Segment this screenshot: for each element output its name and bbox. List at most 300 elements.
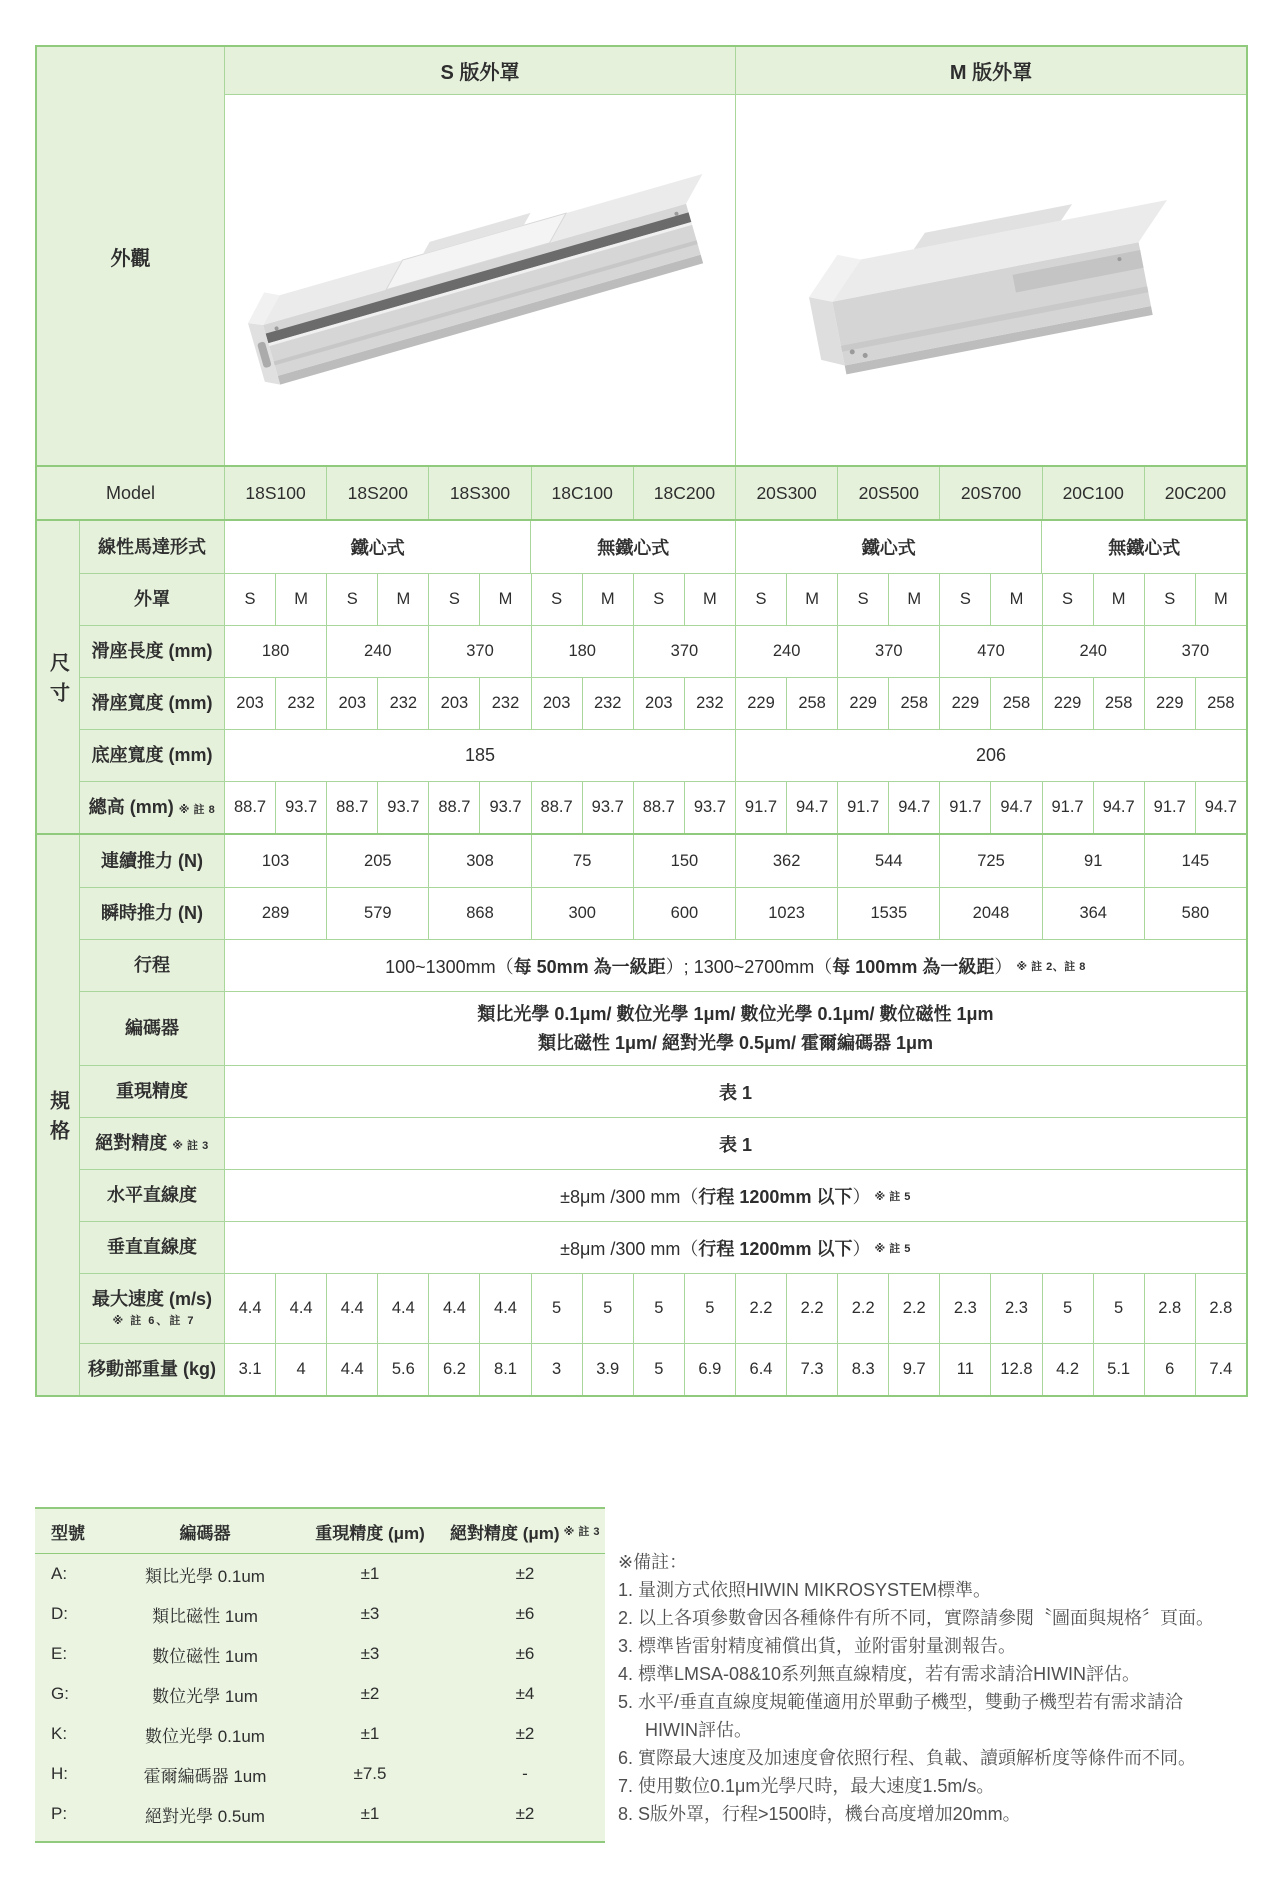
spec-cell: 203 (633, 678, 684, 729)
note-item (618, 1688, 1273, 1744)
spec-cell: 6.2 (428, 1344, 479, 1395)
note-line: 7. 使用數位0.1μm光學尺時，最大速度1.5m/s。 (618, 1776, 995, 1796)
model-cell: 20C100 (1042, 467, 1144, 519)
spec-cell: 258 (990, 678, 1041, 729)
absolute-accuracy-value: ±6 (515, 1604, 535, 1623)
spec-table (35, 45, 1248, 1397)
row-label-absolute_accuracy (79, 1118, 225, 1169)
spec-cell: 229 (1042, 678, 1093, 729)
row-label-text-wrap (107, 1185, 197, 1206)
row-label-slider_width (79, 678, 225, 729)
note-item (618, 1800, 1273, 1828)
spec-cell: M (990, 574, 1041, 625)
spec-cell: M (479, 574, 530, 625)
spec-cell: 3.9 (582, 1344, 633, 1395)
encoder-table-row (35, 1714, 605, 1754)
encoder-line: 類比光學 0.1μm/ 數位光學 1μm/ 數位光學 0.1μm/ 數位磁性 1μm (477, 1003, 994, 1024)
spec-cell: 93.7 (684, 782, 735, 833)
spec-cell: 5 (684, 1274, 735, 1343)
spec-cell: 240 (1042, 626, 1144, 677)
note-line: 6. 實際最大速度及加速度會依照行程、負載、讀頭解析度等條件而不同。 (618, 1748, 1197, 1768)
spec-cell: 88.7 (326, 782, 377, 833)
encoder-code: G: (51, 1684, 69, 1703)
spec-cell: 無鐵心式 (1041, 521, 1246, 573)
row-label-text-wrap (92, 693, 213, 714)
row-label-total_height (79, 782, 225, 833)
spec-cell: 580 (1144, 888, 1246, 939)
spec-cell: 4.4 (326, 1274, 377, 1343)
row-label-note: ※ 註 3 (172, 1140, 209, 1153)
spec-cell: 103 (225, 835, 326, 887)
encoder-name: 類比磁性 1um (152, 1606, 258, 1626)
note-line: 2. 以上各項參數會因各種條件有所不同，實際請參閱〝圖面與規格〞頁面。 (618, 1608, 1215, 1628)
group-label-specifications: 規格 (37, 835, 79, 1395)
spec-cell (225, 992, 1246, 1065)
row-label-subnote: ※ 註 6、註 7 (112, 1315, 196, 1328)
spec-cell: 370 (1144, 626, 1246, 677)
m-cover-column (735, 47, 1246, 465)
encoder-table-header: 重現精度 (μm) (315, 1523, 425, 1543)
model-cell: 18S100 (245, 482, 306, 503)
note-item (618, 1744, 1273, 1772)
encoder-code: P: (51, 1804, 68, 1823)
row-label-slider_length (79, 626, 225, 677)
linear-stage-s-illustration (239, 112, 721, 448)
row-label-text-wrap (116, 1081, 188, 1102)
spec-cell: 180 (531, 626, 633, 677)
row-absolute_accuracy (79, 1117, 1246, 1169)
spec-cell: 232 (479, 678, 530, 729)
row-label-text: 移動部重量 (kg) (88, 1359, 216, 1380)
encoder-code: D: (51, 1604, 68, 1623)
spec-cell: 表 1 (225, 1118, 1246, 1169)
encoder-name: 類比光學 0.1um (145, 1566, 265, 1586)
row-peak_force (79, 887, 1246, 939)
spec-cell: 11 (939, 1344, 990, 1395)
appearance-label: 外觀 (37, 47, 225, 465)
spec-cell: 868 (428, 888, 530, 939)
note-line: 5. 水平/垂直直線度規範僅適用於單動子機型，雙動子機型若有需求請洽 (618, 1692, 1184, 1712)
spec-cell: S (1144, 574, 1195, 625)
spec-cell: 544 (837, 835, 939, 887)
spec-cell: 206 (735, 730, 1246, 781)
repeat-accuracy-value: ±7.5 (353, 1764, 387, 1783)
model-label: Model (37, 467, 225, 519)
spec-cell: 258 (888, 678, 939, 729)
spec-cell: 鐵心式 (225, 521, 530, 573)
row-label-text-wrap (89, 797, 215, 818)
encoder-table-header: 絕對精度 (μm) ※ 註 3 (450, 1523, 600, 1543)
note-line: 1. 量測方式依照HIWIN MIKROSYSTEM標準。 (618, 1580, 992, 1600)
repeat-accuracy-value: ±2 (360, 1684, 380, 1703)
spec-cell: 145 (1144, 835, 1246, 887)
spec-cell: 150 (633, 835, 735, 887)
spec-cell: 229 (1144, 678, 1195, 729)
spec-cell: 2.8 (1195, 1274, 1246, 1343)
spec-cell: 100~1300mm（ 每 50mm 為一級距 ）; 1300~2700mm（ 每 100mm 為一級距 ） ※ 註 2、註 8 (225, 940, 1246, 991)
row-label-text: 絕對精度 (95, 1133, 168, 1154)
row-label-text: 水平直線度 (107, 1185, 197, 1206)
group-label-dimensions: 尺寸 (37, 521, 79, 833)
row-label-peak_force (79, 888, 225, 939)
repeat-accuracy-value: ±3 (360, 1644, 380, 1663)
spec-cell: 2.3 (990, 1274, 1041, 1343)
spec-cell: 229 (735, 678, 786, 729)
row-label-text-wrap (92, 1289, 212, 1310)
row-label-text: 行程 (134, 955, 170, 976)
note-item (618, 1604, 1273, 1632)
spec-cell: 203 (428, 678, 479, 729)
specifications-group (37, 833, 1246, 1395)
row-label-base_width (79, 730, 225, 781)
row-cont_force (79, 835, 1246, 887)
row-total_height (79, 781, 1246, 833)
encoder-table-header-row (35, 1509, 605, 1554)
encoder-name: 數位光學 0.1um (145, 1726, 265, 1746)
spec-cell: 4.4 (479, 1274, 530, 1343)
spec-cell: 6.9 (684, 1344, 735, 1395)
spec-cell: 94.7 (1195, 782, 1246, 833)
row-label-text-wrap (95, 1133, 208, 1154)
spec-cell: 88.7 (428, 782, 479, 833)
note-item (618, 1772, 1273, 1800)
dimensions-group (37, 519, 1246, 833)
row-label-text: 最大速度 (m/s) (91, 1289, 212, 1310)
row-label-text: 線性馬達形式 (98, 536, 206, 557)
repeat-accuracy-value: ±1 (360, 1724, 380, 1743)
model-cell: 20S700 (939, 467, 1041, 519)
row-label-text-wrap (134, 955, 170, 976)
repeat-accuracy-value: ±3 (360, 1604, 380, 1623)
spec-cell: 94.7 (888, 782, 939, 833)
spec-cell: 370 (633, 626, 735, 677)
absolute-accuracy-value: ±2 (515, 1724, 535, 1743)
spec-cell: 232 (684, 678, 735, 729)
row-label-text: 滑座長度 (mm) (91, 641, 213, 662)
spec-cell: 93.7 (582, 782, 633, 833)
row-label-text-wrap (134, 589, 170, 610)
row-cover (79, 573, 1246, 625)
spec-cell: S (633, 574, 684, 625)
row-label-text-wrap (107, 1237, 197, 1258)
row-label-text-wrap (88, 1359, 216, 1380)
spec-cell: S (939, 574, 990, 625)
spec-cell: 4.4 (275, 1274, 326, 1343)
spec-cell: 93.7 (479, 782, 530, 833)
spec-cell: 91.7 (1144, 782, 1195, 833)
spec-cell: 2.2 (786, 1274, 837, 1343)
spec-cell: 470 (939, 626, 1041, 677)
spec-cell: 4.2 (1042, 1344, 1093, 1395)
spec-cell: 300 (531, 888, 633, 939)
spec-cell: 240 (326, 626, 428, 677)
repeat-accuracy-value: ±1 (360, 1564, 380, 1583)
spec-cell: 4.4 (377, 1274, 428, 1343)
spec-cell: 2.2 (888, 1274, 939, 1343)
encoder-name: 數位磁性 1um (152, 1646, 258, 1666)
row-label-text-wrap (92, 641, 213, 662)
absolute-accuracy-value: ±6 (515, 1644, 535, 1663)
spec-cell: 5.1 (1093, 1344, 1144, 1395)
row-label-text: 重現精度 (116, 1081, 188, 1102)
model-row (37, 467, 1246, 519)
spec-cell: 6.4 (735, 1344, 786, 1395)
row-slider_length (79, 625, 1246, 677)
row-repeatability (79, 1065, 1246, 1117)
encoder-code: A: (51, 1564, 68, 1583)
spec-cell: 表 1 (225, 1066, 1246, 1117)
encoder-table-row (35, 1754, 605, 1794)
spec-cell: 8.1 (479, 1344, 530, 1395)
spec-cell: 4.4 (225, 1274, 275, 1343)
spec-cell: 205 (326, 835, 428, 887)
row-motor_type (79, 521, 1246, 573)
spec-cell: 232 (275, 678, 326, 729)
spec-cell: 203 (531, 678, 582, 729)
spec-cell: 鐵心式 (735, 521, 1041, 573)
spec-cell: M (1195, 574, 1246, 625)
encoder-accuracy-table (35, 1507, 605, 1843)
spec-cell: 370 (428, 626, 530, 677)
row-label-text: 外罩 (134, 589, 170, 610)
encoder-code: E: (51, 1644, 68, 1663)
spec-cell: S (326, 574, 377, 625)
row-horizontal_straightness (79, 1169, 1246, 1221)
model-cell: 18S200 (326, 467, 428, 519)
encoder-table-row (35, 1794, 605, 1834)
spec-cell: S (225, 574, 275, 625)
row-label-text: 垂直直線度 (107, 1237, 197, 1258)
spec-cell: 75 (531, 835, 633, 887)
spec-cell: 93.7 (275, 782, 326, 833)
spec-cell: M (684, 574, 735, 625)
encoder-name: 霍爾編碼器 1um (143, 1766, 267, 1786)
spec-cell: 94.7 (1093, 782, 1144, 833)
row-label-text-wrap (101, 851, 203, 872)
row-label-text: 滑座寬度 (mm) (91, 693, 213, 714)
spec-cell: 180 (225, 626, 326, 677)
spec-cell: 91 (1042, 835, 1144, 887)
row-base_width (79, 729, 1246, 781)
row-label-motor_type (79, 521, 225, 573)
spec-cell: 5 (1042, 1274, 1093, 1343)
spec-cell: 5 (633, 1274, 684, 1343)
row-label-text-wrap (92, 745, 213, 766)
spec-cell: 232 (582, 678, 633, 729)
row-max_speed (79, 1273, 1246, 1343)
spec-cell: M (582, 574, 633, 625)
model-cell: 18S300 (428, 467, 530, 519)
encoder-table-row (35, 1554, 605, 1594)
notes-list (618, 1576, 1273, 1828)
note-item (618, 1576, 1273, 1604)
row-label-text-wrap (101, 903, 203, 924)
note-item (618, 1660, 1273, 1688)
encoder-table-header: 型號 (51, 1523, 85, 1543)
encoder-line: 類比磁性 1μm/ 絕對光學 0.5μm/ 霍爾編碼器 1μm (537, 1032, 934, 1053)
repeat-accuracy-value: ±1 (360, 1804, 380, 1823)
spec-cell: 88.7 (633, 782, 684, 833)
spec-cell: M (275, 574, 326, 625)
row-label-note: ※ 註 8 (178, 804, 216, 817)
spec-cell: 94.7 (990, 782, 1041, 833)
spec-cell: M (1093, 574, 1144, 625)
row-label-max_speed (79, 1274, 225, 1343)
encoder-code: H: (51, 1764, 68, 1783)
spec-cell: 5 (1093, 1274, 1144, 1343)
spec-cell: 258 (1195, 678, 1246, 729)
m-cover-header: M 版外罩 (736, 47, 1246, 95)
spec-cell: 362 (735, 835, 837, 887)
spec-cell: 4.4 (428, 1274, 479, 1343)
encoder-table-header: 編碼器 (179, 1523, 231, 1543)
spec-cell: M (786, 574, 837, 625)
spec-cell: M (377, 574, 428, 625)
encoder-table-row (35, 1674, 605, 1714)
notes-section (618, 1548, 1273, 1828)
row-label-stroke (79, 940, 225, 991)
model-cell: 20C200 (1144, 467, 1246, 519)
appearance-row (37, 47, 1246, 467)
spec-cell: 1023 (735, 888, 837, 939)
row-label-text-wrap (98, 537, 206, 558)
absolute-accuracy-value: ±4 (515, 1684, 535, 1703)
spec-cell: 2.8 (1144, 1274, 1195, 1343)
absolute-accuracy-value: - (522, 1764, 528, 1783)
encoder-table-row (35, 1594, 605, 1634)
encoder-name: 絕對光學 0.5um (145, 1806, 265, 1826)
spec-cell: 1535 (837, 888, 939, 939)
spec-cell: 240 (735, 626, 837, 677)
spec-cell: 8.3 (837, 1344, 888, 1395)
row-label-text: 連續推力 (N) (101, 850, 203, 871)
spec-cell: 91.7 (735, 782, 786, 833)
note-line: HIWIN評估。 (645, 1720, 752, 1740)
spec-cell: 88.7 (225, 782, 275, 833)
encoder-code: K: (51, 1724, 68, 1743)
spec-cell: 12.8 (990, 1344, 1041, 1395)
spec-cell: 5.6 (377, 1344, 428, 1395)
spec-cell: M (888, 574, 939, 625)
row-label-repeatability (79, 1066, 225, 1117)
m-cover-product-photo (736, 95, 1246, 465)
dimension-rows (79, 521, 1246, 833)
spec-cell: 258 (786, 678, 837, 729)
spec-cell: 2048 (939, 888, 1041, 939)
spec-cell: S (531, 574, 582, 625)
spec-cell: ±8μm /300 mm（ 行程 1200mm 以下 ） ※ 註 5 (225, 1170, 1246, 1221)
spec-cell: 4 (275, 1344, 326, 1395)
spec-cell: 364 (1042, 888, 1144, 939)
spec-cell: 4.4 (326, 1344, 377, 1395)
specification-rows (79, 835, 1246, 1395)
spec-cell: 203 (225, 678, 275, 729)
absolute-accuracy-value: ±2 (515, 1804, 535, 1823)
encoder-table-body (35, 1554, 605, 1834)
spec-cell: 5 (531, 1274, 582, 1343)
row-slider_width (79, 677, 1246, 729)
spec-cell: 232 (377, 678, 428, 729)
notes-title: ※備註： (618, 1552, 688, 1572)
spec-cell: 203 (326, 678, 377, 729)
spec-cell: 無鐵心式 (530, 521, 735, 573)
spec-cell: 579 (326, 888, 428, 939)
spec-cell: 3 (531, 1344, 582, 1395)
spec-cell: 7.3 (786, 1344, 837, 1395)
encoder-name: 數位光學 1um (152, 1686, 258, 1706)
spec-cell: 185 (225, 730, 735, 781)
spec-cell: S (735, 574, 786, 625)
model-cell: 18C200 (633, 467, 735, 519)
spec-cell: 2.3 (939, 1274, 990, 1343)
spec-cell: 94.7 (786, 782, 837, 833)
spec-cell: ±8μm /300 mm（ 行程 1200mm 以下 ） ※ 註 5 (225, 1222, 1246, 1273)
note-line: 8. S版外罩，行程>1500時，機台高度增加20mm。 (618, 1804, 1021, 1824)
spec-cell: 725 (939, 835, 1041, 887)
row-moving_weight (79, 1343, 1246, 1395)
s-cover-header: S 版外罩 (225, 47, 735, 95)
spec-cell: 91.7 (1042, 782, 1093, 833)
spec-cell: 229 (939, 678, 990, 729)
spec-cell: 308 (428, 835, 530, 887)
spec-cell: 289 (225, 888, 326, 939)
spec-cell: 88.7 (531, 782, 582, 833)
spec-cell: 9.7 (888, 1344, 939, 1395)
spec-cell: 2.2 (837, 1274, 888, 1343)
spec-cell: 6 (1144, 1344, 1195, 1395)
encoder-table-row (35, 1634, 605, 1674)
row-label-cover (79, 574, 225, 625)
absolute-accuracy-value: ±2 (515, 1564, 535, 1583)
row-label-text: 總高 (mm) (88, 797, 174, 818)
row-label-text: 瞬時推力 (N) (101, 903, 203, 924)
row-label-horizontal_straightness (79, 1170, 225, 1221)
note-item (618, 1632, 1273, 1660)
spec-cell: 370 (837, 626, 939, 677)
model-cell: 18C100 (531, 467, 633, 519)
row-label-vertical_straightness (79, 1222, 225, 1273)
row-encoder (79, 991, 1246, 1065)
note-line: 3. 標準皆雷射精度補償出貨，並附雷射量測報告。 (618, 1636, 1017, 1656)
spec-cell: 93.7 (377, 782, 428, 833)
row-label-text: 底座寬度 (mm) (91, 745, 213, 766)
row-label-encoder (79, 992, 225, 1065)
note-line: 4. 標準LMSA-08&10系列無直線精度，若有需求請洽HIWIN評估。 (618, 1664, 1141, 1684)
row-label-text-wrap (125, 1018, 179, 1039)
model-cell: 20S500 (837, 467, 939, 519)
linear-stage-m-illustration (771, 125, 1211, 435)
row-label-text: 編碼器 (125, 1018, 179, 1039)
s-cover-column (225, 47, 735, 465)
spec-cell: 600 (633, 888, 735, 939)
spec-cell: 5 (633, 1344, 684, 1395)
spec-cell: S (1042, 574, 1093, 625)
spec-cell: 91.7 (939, 782, 990, 833)
spec-cell: 258 (1093, 678, 1144, 729)
model-cell: 20S300 (735, 467, 837, 519)
spec-cell: 7.4 (1195, 1344, 1246, 1395)
row-stroke (79, 939, 1246, 991)
spec-cell: 91.7 (837, 782, 888, 833)
spec-cell: 229 (837, 678, 888, 729)
spec-cell: S (837, 574, 888, 625)
row-label-cont_force (79, 835, 225, 887)
row-vertical_straightness (79, 1221, 1246, 1273)
row-label-moving_weight (79, 1344, 225, 1395)
s-cover-product-photo (225, 95, 735, 465)
spec-cell: 5 (582, 1274, 633, 1343)
spec-cell: 3.1 (225, 1344, 275, 1395)
